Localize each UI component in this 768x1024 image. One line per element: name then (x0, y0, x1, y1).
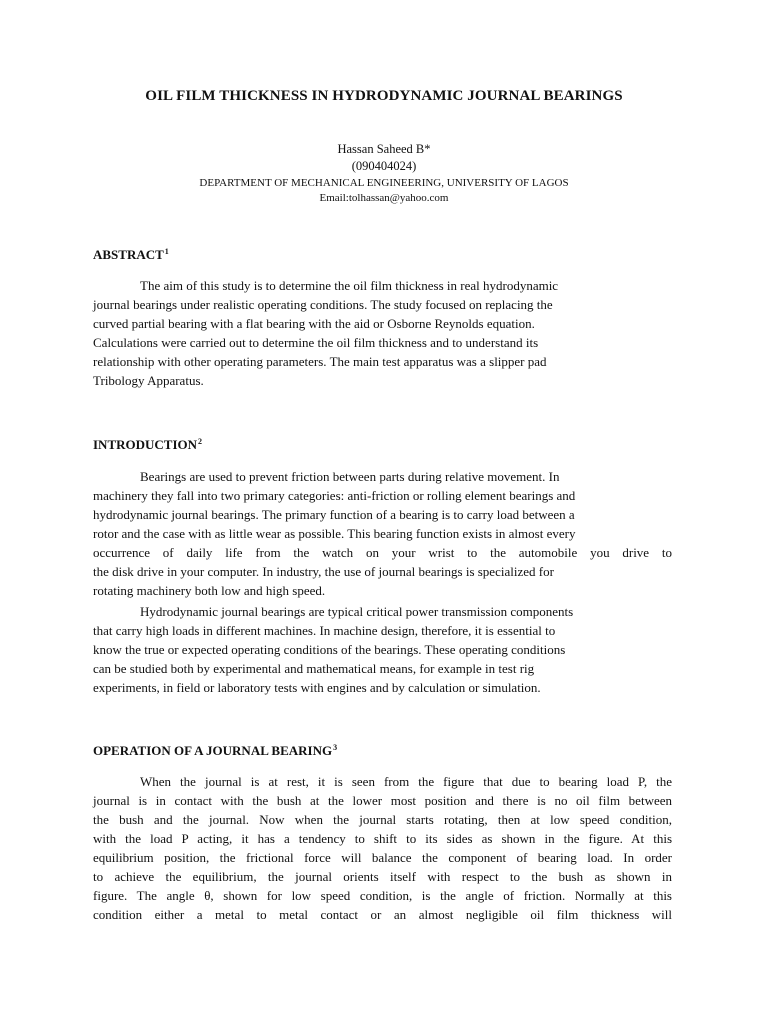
paper-title: OIL FILM THICKNESS IN HYDRODYNAMIC JOURNAL BEARINGS (145, 88, 623, 104)
operation-footnote-marker: 3 (333, 743, 338, 752)
text-line: the bush and the journal. Now when the journal starts rotating, then at low speed condition, (93, 812, 672, 827)
abstract-footnote-marker: 1 (164, 247, 169, 256)
text-line: experiments, in field or laboratory tests with engines and by calculation or simulation. (93, 680, 541, 695)
operation-paragraph (93, 772, 672, 924)
text-line: relationship with other operating parameters. The main test apparatus was a slipper pad (93, 354, 547, 369)
text-line: rotor and the case with as little wear as possible. This bearing function exists in almost every (93, 526, 576, 541)
text-line: condition either a metal to metal contact or an almost negligible oil film thickness will (93, 907, 672, 922)
introduction-footnote-marker: 2 (198, 437, 203, 446)
author-name: Hassan Saheed B* (337, 142, 431, 156)
text-line: occurrence of daily life from the watch on your wrist to the automobile you drive to (93, 545, 672, 560)
operation-heading-text: OPERATION OF A JOURNAL BEARING (93, 743, 333, 758)
introduction-heading (93, 437, 202, 453)
introduction-heading-text: INTRODUCTION (93, 437, 198, 452)
author-email: Email:tolhassan@yahoo.com (319, 192, 449, 204)
text-line: figure. The angle θ, shown for low speed condition, is the angle of friction. Normally at this (93, 888, 672, 903)
text-line: The aim of this study is to determine the oil film thickness in real hydrodynamic (140, 278, 559, 293)
abstract-paragraph (93, 276, 672, 390)
text-line: the disk drive in your computer. In industry, the use of journal bearings is specialized for (93, 564, 554, 579)
abstract-heading-text: ABSTRACT (93, 247, 164, 262)
text-line: Calculations were carried out to determine the oil film thickness and to understand its (93, 335, 539, 350)
text-line: journal bearings under realistic operating conditions. The study focused on replacing the (93, 297, 553, 312)
text-line: to achieve the equilibrium, the journal orients itself with respect to the bush as shown in (93, 869, 672, 884)
text-line: rotating machinery both low and high speed. (93, 583, 326, 598)
text-line: equilibrium position, the frictional force will balance the component of bearing load. In order (93, 850, 672, 865)
introduction-paragraph-2 (93, 602, 672, 697)
text-line: that carry high loads in different machines. In machine design, therefore, it is essential to (93, 623, 556, 638)
author-id: (090404024) (351, 159, 417, 173)
text-line: Bearings are used to prevent friction between parts during relative movement. In (140, 469, 560, 484)
author-department: DEPARTMENT OF MECHANICAL ENGINEERING, UNIVERSITY OF LAGOS (199, 177, 569, 189)
text-line: with the load P acting, it has a tendency to shift to its sides as shown in the figure. At this (93, 831, 672, 846)
text-line: journal is in contact with the bush at the lower most position and there is no oil film between (93, 793, 672, 808)
operation-heading (93, 743, 337, 759)
text-line: can be studied both by experimental and mathematical means, for example in test rig (93, 661, 535, 676)
abstract-heading (93, 247, 169, 263)
text-line: Tribology Apparatus. (93, 373, 204, 388)
text-line: When the journal is at rest, it is seen from the figure that due to bearing load P, the (140, 774, 672, 789)
text-line: hydrodynamic journal bearings. The primary function of a bearing is to carry load between a (93, 507, 575, 522)
text-line: Hydrodynamic journal bearings are typical critical power transmission components (140, 604, 574, 619)
introduction-paragraph-1 (93, 467, 672, 600)
text-line: machinery they fall into two primary categories: anti-friction or rolling element bearings and (93, 488, 576, 503)
author-block (0, 140, 768, 206)
text-line: know the true or expected operating conditions of the bearings. These operating conditions (93, 642, 566, 657)
text-line: curved partial bearing with a flat bearing with the aid or Osborne Reynolds equation. (93, 316, 535, 331)
